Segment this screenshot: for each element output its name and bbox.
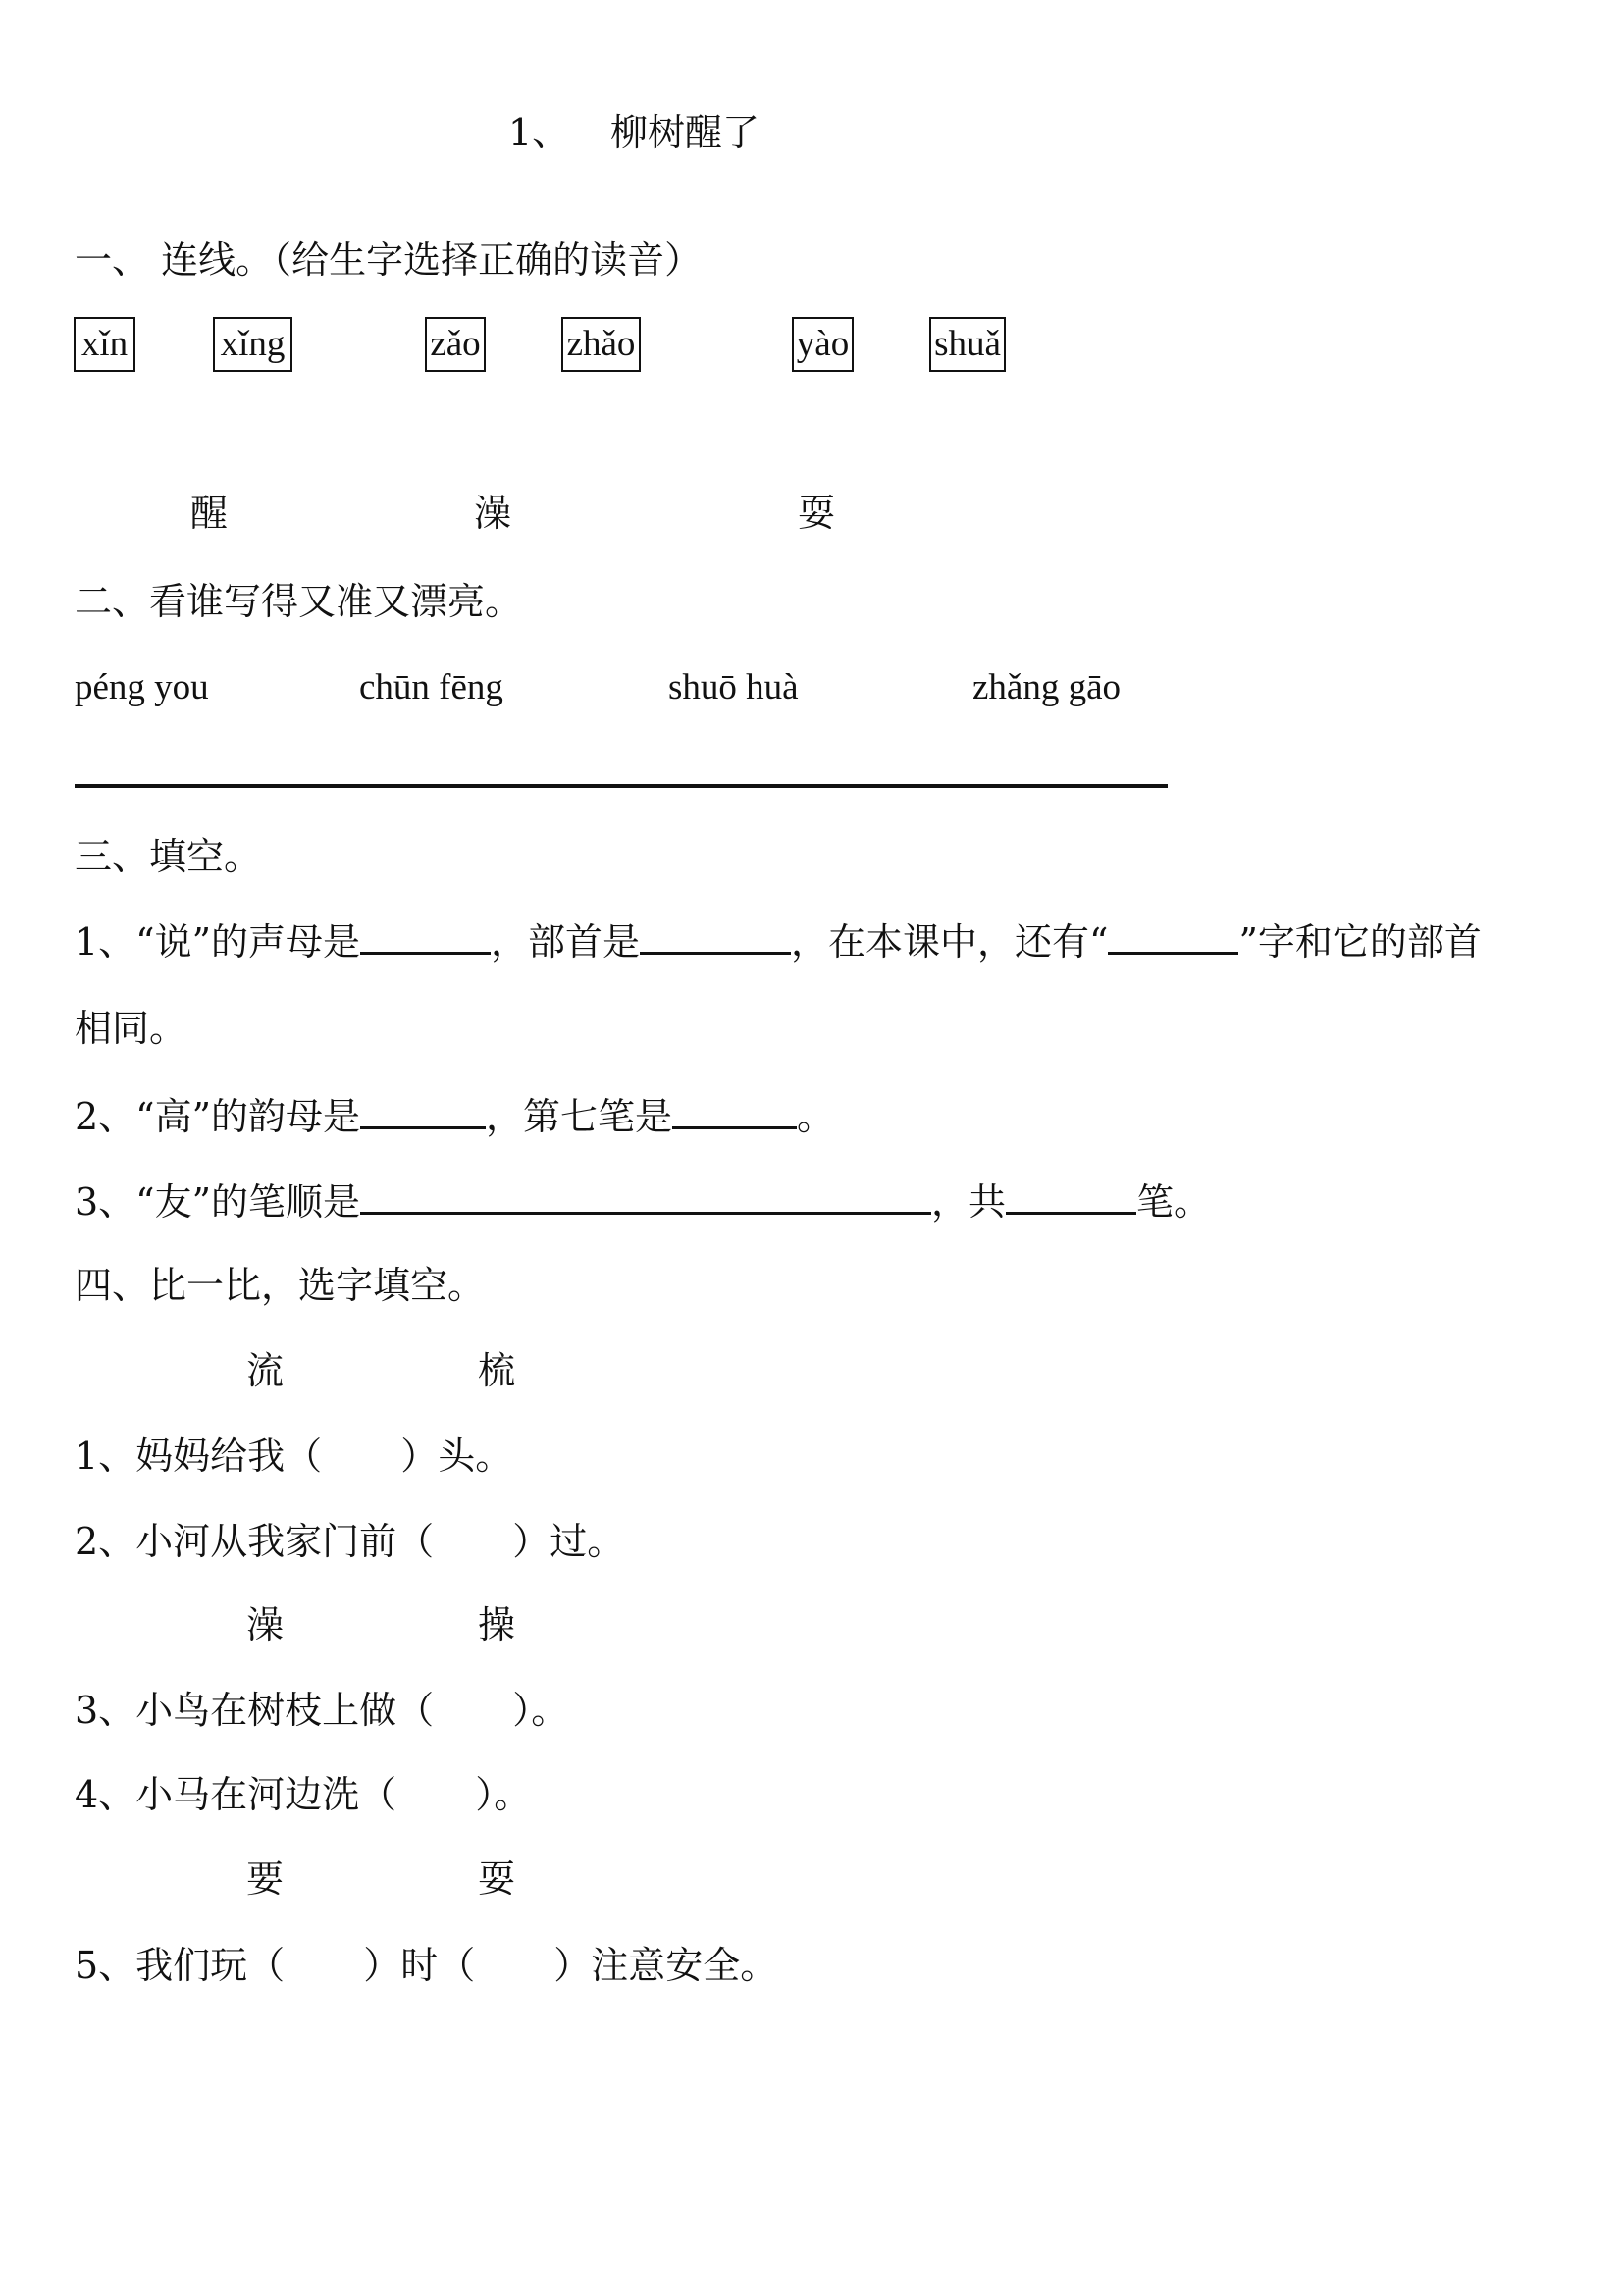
q1-text-b: ，部首是 [491, 920, 641, 964]
section1-heading: 一、 连线。（给生字选择正确的读音） [75, 238, 703, 282]
pair2-char-2: 操 [478, 1603, 516, 1646]
pinyin-word-4: zhǎng gāo [972, 667, 1122, 707]
q2-blank-1[interactable] [360, 1097, 486, 1129]
match-char-1[interactable]: 醒 [190, 492, 229, 535]
pinyin-word-3: shuō huà [668, 667, 799, 707]
pinyin-box-2[interactable]: xǐng [213, 317, 292, 372]
page-title: 柳树醒了 [610, 111, 760, 154]
choice-sentence-2 [75, 1520, 625, 1563]
pinyin-word-1: péng you [75, 667, 209, 707]
section4-heading: 四、比一比，选字填空。 [75, 1264, 486, 1307]
choice-sentence-5 [75, 1944, 778, 1987]
q3-text-c: 笔。 [1136, 1180, 1212, 1224]
title-number: 1、 [508, 111, 570, 154]
q3-text-b: ，共 [931, 1180, 1007, 1224]
s3-text-a: 3、小鸟在树枝上做（ [75, 1689, 435, 1732]
section2-heading: 二、看谁写得又准又漂亮。 [75, 580, 523, 623]
s5-text-c: ）注意安全。 [553, 1944, 778, 1987]
q1-text-e: 相同。 [75, 1007, 187, 1050]
pair2-char-1: 澡 [246, 1603, 285, 1646]
q2-text-a: 2、“高”的韵母是 [75, 1095, 361, 1138]
q3-text-a: 3、“友”的笔顺是 [75, 1180, 361, 1224]
pinyin-box-1[interactable]: xǐn [74, 317, 135, 372]
pinyin-box-6[interactable]: shuǎ [929, 317, 1006, 372]
pair1-char-2: 梳 [478, 1349, 516, 1392]
q1-text-d: ”字和它的部首 [1238, 920, 1482, 964]
pinyin-box-4[interactable]: zhǎo [561, 317, 641, 372]
choice-sentence-1 [75, 1435, 513, 1478]
q2-text-b: ，第七笔是 [486, 1095, 673, 1138]
q3-blank-2[interactable] [1006, 1182, 1136, 1215]
q1-blank-3[interactable] [1108, 922, 1238, 955]
s4-text-b: ）。 [475, 1773, 532, 1816]
section3-heading: 三、填空。 [75, 835, 262, 878]
q3-blank-1[interactable] [360, 1182, 931, 1215]
s4-text-a: 4、小马在河边洗（ [75, 1773, 397, 1816]
pinyin-word-2: chūn fēng [359, 667, 503, 707]
pinyin-box-5[interactable]: yào [792, 317, 854, 372]
choice-sentence-4 [75, 1773, 532, 1816]
q1-text-a: 1、“说”的声母是 [75, 920, 361, 964]
s5-text-b: ）时（ [363, 1944, 476, 1987]
writing-line[interactable] [75, 784, 1168, 788]
s2-text-a: 2、小河从我家门前（ [75, 1520, 435, 1563]
choice-sentence-3 [75, 1689, 569, 1732]
fill-question-2 [75, 1095, 835, 1138]
q1-text-c: ，在本课中，还有“ [791, 920, 1109, 964]
match-char-3[interactable]: 耍 [798, 492, 836, 535]
s1-text-b: ）头。 [400, 1435, 513, 1478]
pair3-char-1: 要 [246, 1857, 285, 1901]
pair1-char-1: 流 [246, 1349, 285, 1392]
fill-question-1 [75, 920, 1482, 964]
q2-text-c: 。 [797, 1095, 835, 1138]
fill-question-3 [75, 1180, 1212, 1224]
q1-blank-2[interactable] [640, 922, 791, 955]
pinyin-box-3[interactable]: zǎo [425, 317, 486, 372]
s1-text-a: 1、妈妈给我（ [75, 1435, 323, 1478]
q1-blank-1[interactable] [360, 922, 491, 955]
pair3-char-2: 耍 [478, 1857, 516, 1901]
q2-blank-2[interactable] [672, 1097, 797, 1129]
match-char-2[interactable]: 澡 [474, 492, 512, 535]
s5-text-a: 5、我们玩（ [75, 1944, 286, 1987]
s3-text-b: ）。 [512, 1689, 569, 1732]
s2-text-b: ）过。 [512, 1520, 625, 1563]
